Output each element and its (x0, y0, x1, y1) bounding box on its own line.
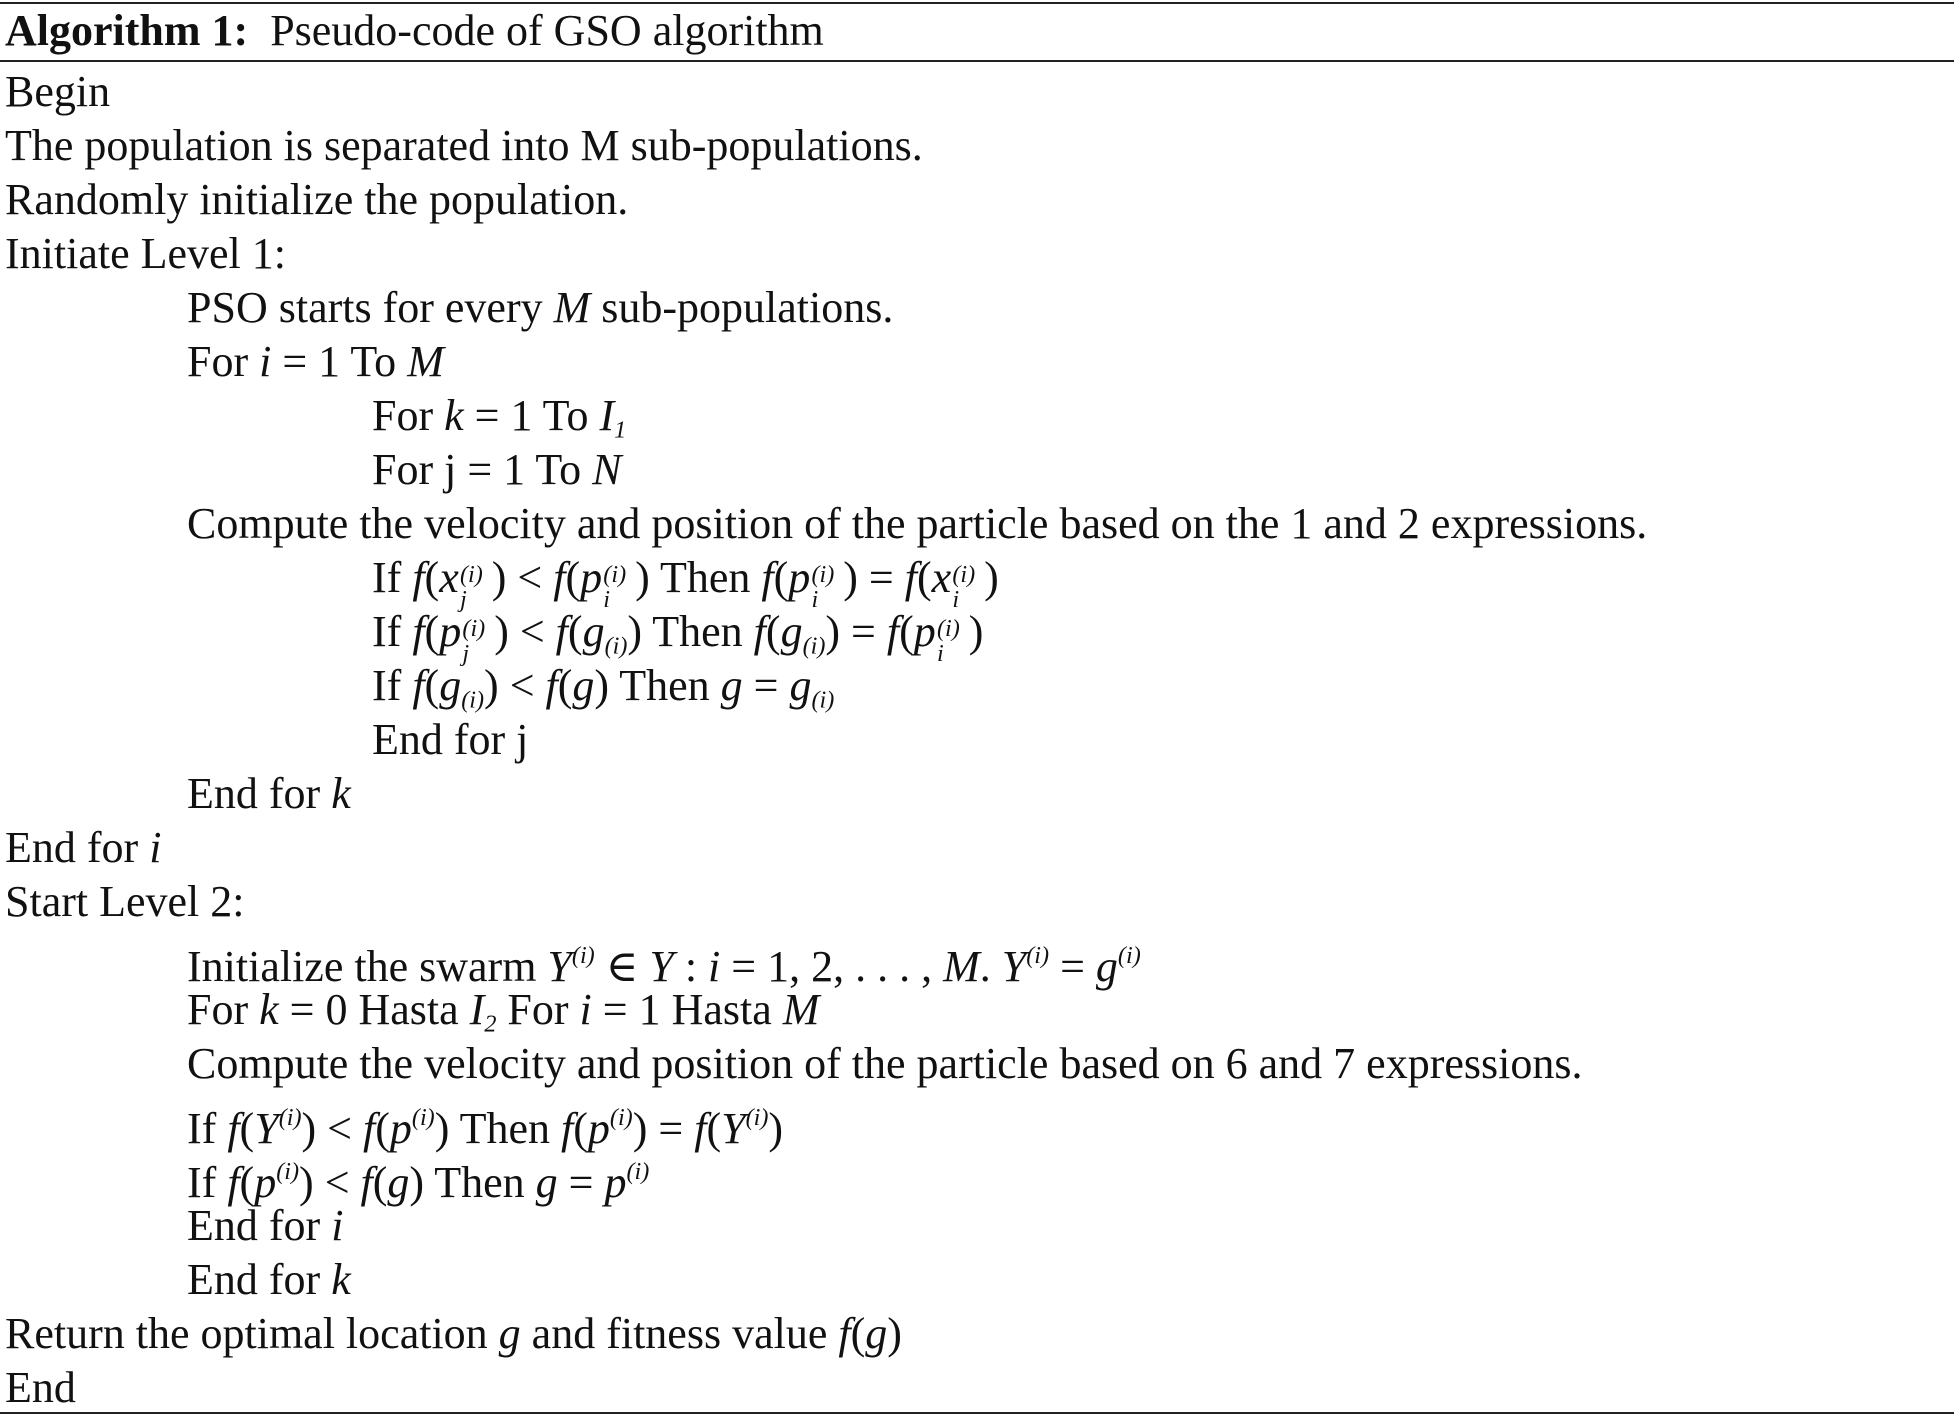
math-variable: f (904, 553, 917, 602)
text: ) = (632, 1104, 695, 1154)
superscript: (i) (411, 1104, 435, 1131)
code-line (5, 65, 1647, 119)
sup-sub-script (936, 614, 969, 668)
text: If (372, 553, 413, 602)
math-variable: f (555, 607, 568, 656)
text: ) (768, 1104, 784, 1154)
text: : (673, 942, 709, 992)
math-variable: f (363, 1104, 376, 1154)
math-variable: Y (1001, 942, 1027, 992)
text: = (557, 1158, 605, 1208)
text: ∈ (594, 942, 650, 992)
math-variable: k (444, 391, 464, 440)
algorithm-caption (5, 4, 824, 58)
text: ) (968, 607, 984, 656)
superscript: (i) (811, 560, 835, 588)
text: If (372, 607, 413, 656)
subscript: i (811, 586, 819, 614)
math-variable: g (720, 661, 743, 710)
math-variable: f (553, 553, 566, 602)
code-line (5, 389, 1647, 443)
superscript: (i) (278, 1104, 302, 1131)
text: ( (375, 1104, 390, 1154)
math-variable: p (587, 1104, 610, 1154)
text: . (979, 942, 1002, 992)
math-variable: g (498, 1309, 521, 1358)
text: End for (187, 1201, 332, 1250)
code-line (5, 1253, 1647, 1307)
math-variable: g (780, 607, 803, 656)
math-variable: g (387, 1158, 410, 1208)
subscript: 1 (614, 416, 627, 444)
subscript: i (952, 586, 960, 614)
superscript: (i) (462, 614, 486, 642)
text: ) < (494, 607, 556, 656)
math-variable: x (931, 553, 952, 602)
text: Initiate Level 1: (5, 229, 286, 278)
subscript: i (603, 586, 611, 614)
superscript: (i) (745, 1104, 769, 1131)
math-variable: f (412, 607, 425, 656)
superscript: (i) (276, 1158, 300, 1185)
math-variable: g (535, 1158, 558, 1208)
math-variable: N (592, 445, 622, 494)
text: End for (187, 1255, 332, 1304)
text: ( (706, 1104, 722, 1154)
text: Compute the velocity and position of the particle based on the 1 and 2 expressions. (187, 499, 1648, 548)
code-line (5, 1199, 1647, 1253)
math-variable: k (259, 985, 279, 1034)
text: ) Then (635, 553, 762, 602)
math-variable: g (865, 1309, 888, 1358)
code-line (5, 1091, 1647, 1154)
math-variable: k (331, 1255, 351, 1304)
text: End (5, 1363, 76, 1412)
text: ( (239, 1104, 255, 1154)
math-variable: i (331, 1201, 344, 1250)
text: ) Then (594, 661, 721, 710)
superscript: (i) (952, 560, 976, 588)
code-line (5, 1307, 1647, 1361)
text: For j = 1 To (372, 445, 593, 494)
sup-sub-script (459, 560, 492, 614)
superscript: (i) (609, 1104, 633, 1131)
code-line (5, 1361, 1647, 1415)
text: ( (565, 553, 581, 602)
code-line (5, 929, 1647, 992)
text: End for (187, 769, 332, 818)
text: Randomly initialize the population. (5, 175, 629, 224)
math-variable: f (838, 1309, 851, 1358)
sup-sub-script (810, 560, 843, 614)
code-line (5, 335, 1647, 389)
text: End for (5, 823, 150, 872)
code-line (5, 1145, 1647, 1208)
math-variable: Y (649, 942, 674, 992)
subscript: j (462, 640, 470, 668)
code-line (5, 281, 1647, 335)
math-variable: p (788, 553, 811, 602)
text: ) < (484, 661, 546, 710)
math-variable: p (389, 1104, 412, 1154)
text: ( (567, 607, 583, 656)
superscript: (i) (626, 1158, 650, 1185)
math-variable: I (599, 391, 615, 440)
math-variable: p (913, 607, 936, 656)
text: ) < (301, 1104, 363, 1154)
code-line (5, 821, 1647, 875)
text: = 1 To (463, 391, 600, 440)
math-variable: f (412, 661, 425, 710)
text: ) Then (409, 1158, 536, 1208)
text: ) = (843, 553, 905, 602)
math-variable: g (1095, 942, 1118, 992)
algorithm-label: Algorithm 1: (5, 6, 249, 55)
math-variable: g (582, 607, 605, 656)
math-variable: M (407, 337, 444, 386)
subscript: 2 (484, 1010, 497, 1038)
math-variable: f (412, 553, 425, 602)
text: Compute the velocity and position of the particle based on 6 and 7 expressions. (187, 1039, 1583, 1088)
math-variable: f (886, 607, 900, 656)
math-variable: k (331, 769, 351, 818)
math-variable: f (694, 1104, 707, 1154)
math-variable: x (439, 553, 459, 602)
text: ( (765, 607, 781, 656)
math-variable: p (439, 607, 462, 656)
math-variable: i (579, 985, 592, 1034)
header-rule (0, 60, 1954, 62)
subscript: j (459, 586, 467, 614)
math-variable: Y (547, 942, 572, 992)
text: ( (557, 661, 573, 710)
math-variable: M (943, 942, 980, 992)
text: ) Then (627, 607, 754, 656)
subscript: (i) (802, 632, 826, 660)
algorithm-title: Pseudo-code of GSO algorithm (270, 6, 824, 55)
text: For (187, 337, 260, 386)
text: ) (984, 553, 999, 602)
math-variable: f (227, 1158, 240, 1208)
math-variable: i (259, 337, 272, 386)
text: PSO starts for every (187, 283, 554, 332)
text: = 1 Hasta (591, 985, 783, 1034)
subscript: i (936, 640, 944, 668)
subscript: (i) (604, 632, 628, 660)
text: sub-populations. (590, 283, 894, 332)
text: If (372, 661, 413, 710)
math-variable: f (360, 1158, 373, 1208)
text: = (742, 661, 790, 710)
text: = 0 Hasta (278, 985, 470, 1034)
math-variable: g (439, 661, 462, 710)
text: For (187, 985, 260, 1034)
code-line (5, 173, 1647, 227)
code-line (5, 659, 1647, 713)
text: ( (850, 1309, 866, 1358)
math-variable: f (753, 607, 766, 656)
text: Return the optimal location (5, 1309, 499, 1358)
text: and fitness value (520, 1309, 839, 1358)
math-variable: f (761, 553, 774, 602)
math-variable: i (708, 942, 721, 992)
subscript: (i) (461, 686, 485, 714)
text: = 1, 2, . . . , (720, 942, 944, 992)
sup-sub-script (602, 560, 635, 614)
text: ) Then (434, 1104, 561, 1154)
text: ( (424, 607, 440, 656)
math-variable: I (469, 985, 485, 1034)
code-line (5, 1037, 1647, 1091)
text: ) (887, 1309, 902, 1358)
text: = (1049, 942, 1096, 992)
text: ( (899, 607, 914, 656)
text: Initialize the swarm (187, 942, 548, 992)
text: ) < (491, 553, 554, 602)
math-variable: g (572, 661, 595, 710)
text: ( (372, 1158, 388, 1208)
text: ( (424, 661, 440, 710)
superscript: (i) (936, 614, 960, 642)
code-line (5, 443, 1647, 497)
superscript: (i) (459, 560, 483, 588)
math-variable: M (553, 283, 591, 332)
math-variable: M (782, 985, 820, 1034)
sup-sub-script (951, 560, 984, 614)
text: ( (916, 553, 932, 602)
code-line (5, 767, 1647, 821)
math-variable: f (227, 1104, 240, 1154)
code-line (5, 119, 1647, 173)
superscript: (i) (571, 942, 595, 969)
math-variable: p (604, 1158, 627, 1208)
math-variable: Y (254, 1104, 279, 1154)
math-variable: p (580, 553, 603, 602)
code-line (5, 713, 1647, 767)
text: ( (573, 1104, 588, 1154)
code-line (5, 497, 1647, 551)
pseudo-code-body (5, 65, 1647, 1415)
math-variable: f (561, 1104, 574, 1154)
text: If (187, 1158, 228, 1208)
math-variable: g (789, 661, 812, 710)
text: Start Level 2: (5, 877, 245, 926)
math-variable: i (149, 823, 162, 872)
superscript: (i) (1117, 942, 1141, 969)
text: ) = (825, 607, 887, 656)
code-line (5, 605, 1647, 668)
code-line (5, 227, 1647, 281)
sup-sub-script (461, 614, 494, 668)
text: = 1 To (271, 337, 408, 386)
math-variable: f (545, 661, 558, 710)
subscript: (i) (811, 686, 835, 714)
text: For (372, 391, 445, 440)
text: For (496, 985, 580, 1034)
code-line (5, 875, 1647, 929)
bottom-rule (0, 1412, 1954, 1414)
text: ( (424, 553, 440, 602)
superscript: (i) (603, 560, 627, 588)
superscript: (i) (1026, 942, 1050, 969)
text: If (187, 1104, 228, 1154)
text: ( (773, 553, 789, 602)
text: ( (239, 1158, 255, 1208)
text: The population is separated into M sub-populations. (5, 121, 923, 170)
text: ) < (299, 1158, 361, 1208)
math-variable: Y (721, 1104, 746, 1154)
code-line (5, 551, 1647, 614)
math-variable: p (254, 1158, 277, 1208)
text: Begin (5, 67, 111, 116)
text: End for j (372, 715, 529, 764)
